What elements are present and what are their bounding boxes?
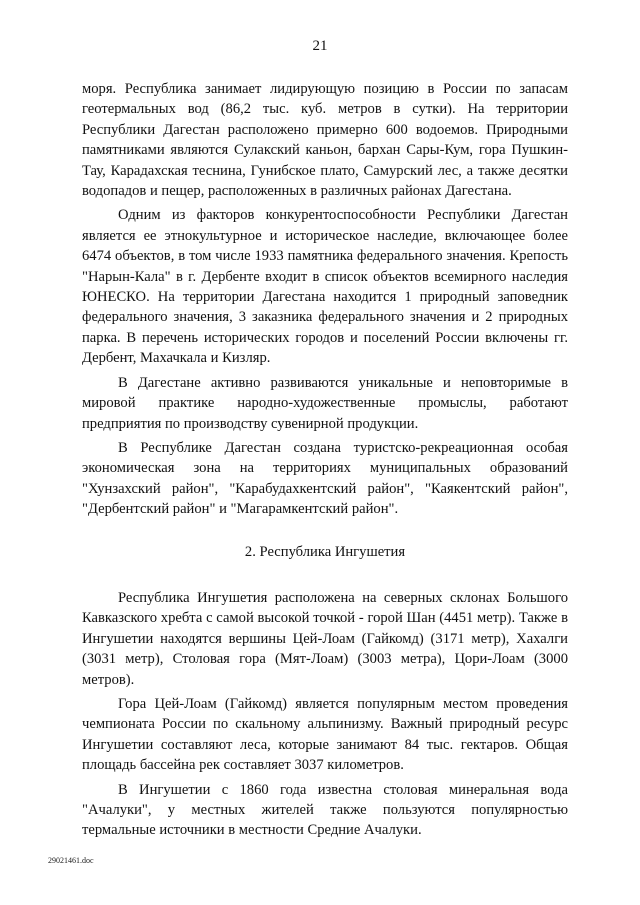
paragraph: В Ингушетии с 1860 года известна столовая минеральная вода "Ачалуки", у местных жителей также пользуются популярностью термальные источники в местности Средние Ачалуки. <box>82 781 568 839</box>
paragraph: Гора Цей-Лоам (Гайкомд) является популярным местом проведения чемпионата России по скальному альпинизму. Важный природный ресурс Ингушетии составляют леса, которые занимают 84 тыс. гектаров. Общая площадь бассейна рек составляет 3037 километров. <box>82 695 568 774</box>
paragraph: моря. Республика занимает лидирующую позицию в России по запасам геотермальных вод (86,2 тыс. куб. метров в сутки). На территории Республики Дагестан расположено примерно 600 водоемов. Природными памятниками являются Сулакский каньон, бархан Сары-Кум, гора Пушкин-Тау, Карадахская теснина, Гунибское плато, Самурский лес, а также десятки водопадов и пещер, расположенных в различных районах Дагестана. <box>82 81 568 200</box>
paragraph: Одним из факторов конкурентоспособности Республики Дагестан является ее этнокультурное и историческое наследие, включающее более 6474 объектов, в том числе 1933 памятника федерального значения. Крепость "Нарын-Кала" в г. Дербенте входит в список объектов всемирного наследия ЮНЕСКО. На территории Дагестана находится 1 природный заповедник федерального значения, 3 заказника федерального значения и 2 природных парка. В перечень исторических городов и поселений России включены гг. Дербент, Махачкала и Кизляр. <box>82 207 568 367</box>
paragraph: Республика Ингушетия расположена на северных склонах Большого Кавказского хребта с самой высокой точкой - горой Шан (4451 метр). Также в Ингушетии находятся вершины Цей-Лоам (Гайкомд) (3171 метр), Хахалги (3031 метр), Столовая гора (Мят-Лоам) (3003 метра), Цори-Лоам (3000 метров). <box>82 589 568 688</box>
footer-filename: 29021461.doc <box>48 856 94 865</box>
paragraph: В Республике Дагестан создана туристско-рекреационная особая экономическая зона на территориях муниципальных образований "Хунзахский район", "Карабудахкентский район", "Каякентский район", "Дербентский район" и "Магарамкентский район". <box>82 439 568 518</box>
page-number: 21 <box>312 38 328 54</box>
paragraph: В Дагестане активно развиваются уникальные и неповторимые в мировой практике народно-художественные промыслы, работают предприятия по производству сувенирной продукции. <box>82 374 568 432</box>
section-heading: 2. Республика Ингушетия <box>244 543 406 560</box>
document-body <box>82 79 568 845</box>
